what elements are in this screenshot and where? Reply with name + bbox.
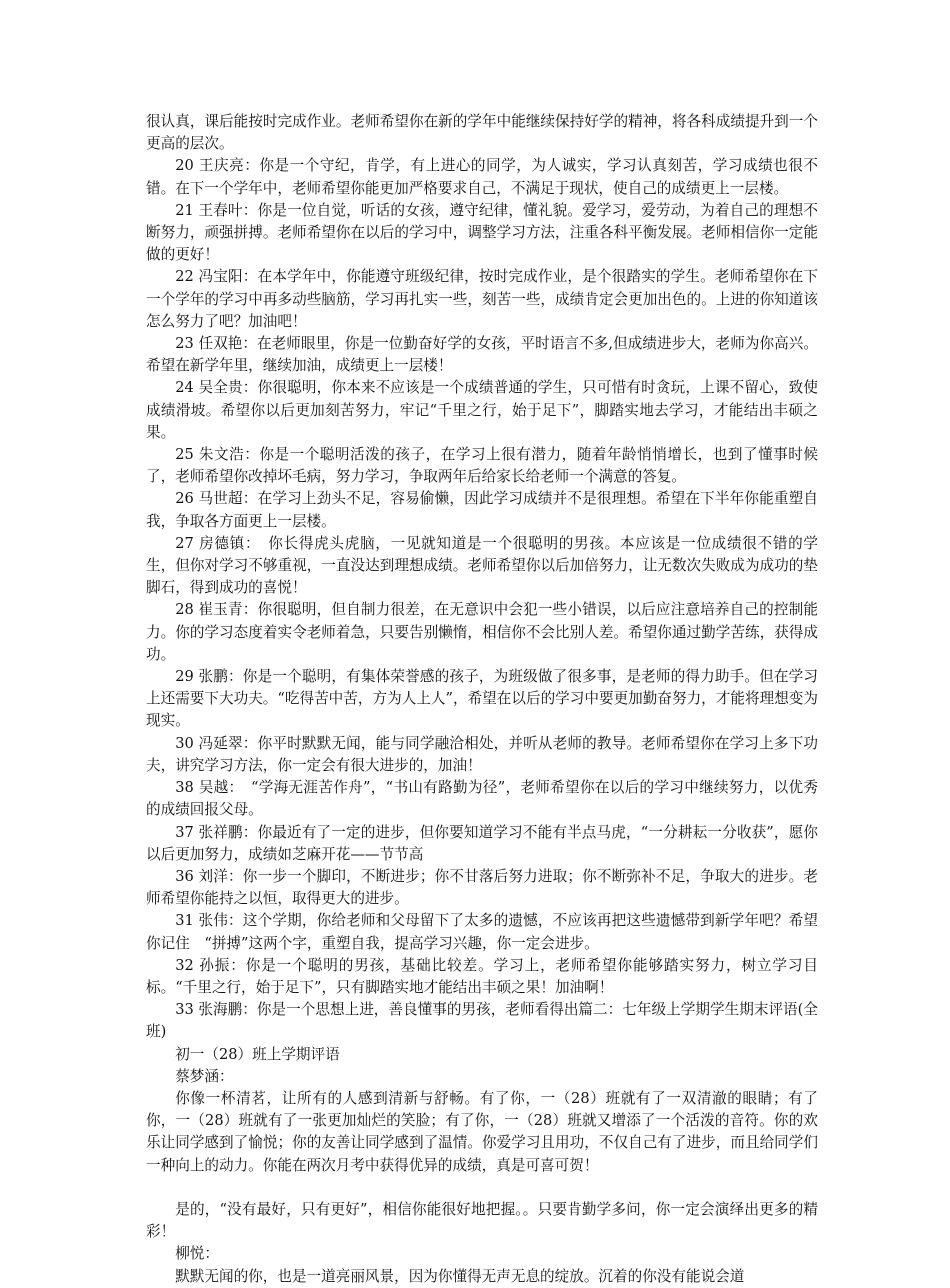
student-comment: 你像一杯清茗，让所有的人感到清新与舒畅。有了你，一（28）班就有了一双清澈的眼睛；有了你，一（28）班就有了一张更加灿烂的笑脸；有了你，一（28）班就又增添了一个活泼的音符。你的欢乐让同学感到了愉悦；你的友善让同学感到了温情。你爱学习且用功，不仅自己有了进步，而且给同学们一种向上的动力。你能在两次月考中获得优异的成绩，真是可喜可贺！ xyxy=(146,1089,818,1174)
student-comment-closing: 是的，“没有最好，只有更好”，相信你能很好地把握。。只要肯勤学多问，你一定会演绎出更多的精彩！ xyxy=(146,1200,818,1241)
comment-paragraph: 23 任双艳：在老师眼里，你是一位勤奋好学的女孩，平时语言不多,但成绩进步大，老师为你高兴。希望在新学年里，继续加油，成绩更上一层楼！ xyxy=(146,335,818,375)
comment-paragraph: 38 吴越： “学海无涯苦作舟”，“书山有路勤为径”，老师希望你在以后的学习中继续努力，以优秀的成绩回报父母。 xyxy=(146,779,818,819)
comment-paragraph: 29 张鹏：你是一个聪明，有集体荣誉感的孩子，为班级做了很多事，是老师的得力助手。但在学习上还需要下大功夫。“吃得苦中苦，方为人上人”，希望在以后的学习中要更加勤奋努力，才能将理想变为现实。 xyxy=(146,668,818,730)
document-page xyxy=(146,111,818,1288)
comment-paragraph: 25 朱文浩：你是一个聪明活泼的孩子，在学习上很有潜力，随着年龄悄悄增长，也到了懂事时候了，老师希望你改掉坏毛病，努力学习，争取两年后给家长给老师一个满意的答复。 xyxy=(146,446,818,486)
comment-paragraph: 37 张祥鹏：你最近有了一定的进步，但你要知道学习不能有半点马虎，“一分耕耘一分收获”，愿你以后更加努力，成绩如芝麻开花——节节高 xyxy=(146,823,818,863)
comment-paragraph: 22 冯宝阳：在本学年中，你能遵守班级纪律，按时完成作业，是个很踏实的学生。老师希望你在下一个学年的学习中再多动些脑筋，学习再扎实一些，刻苦一些，成绩肯定会更加出色的。上进的你知道该怎么努力了吧？加油吧！ xyxy=(146,268,818,330)
student-name: 蔡梦涵： xyxy=(175,1067,234,1085)
student-name: 柳悦： xyxy=(175,1245,219,1263)
class-title: 初一（28）班上学期评语 xyxy=(175,1045,340,1063)
comment-paragraph: 24 吴全贵：你很聪明，你本来不应该是一个成绩普通的学生，只可惜有时贪玩，上课不留心，致使成绩滑坡。希望你以后更加刻苦努力，牢记“千里之行，始于足下”，脚踏实地去学习，才能结出丰硕之果。 xyxy=(146,379,818,441)
comment-paragraph: 27 房德镇： 你长得虎头虎脑，一见就知道是一个很聪明的男孩。本应该是一位成绩很不错的学生，但你对学习不够重视，一直没达到理想成绩。老师希望你以后加倍努力，让无数次失败成为成功的垫脚石，得到成功的喜悦！ xyxy=(146,534,818,597)
comment-paragraph: 33 张海鹏：你是一个思想上进，善良懂事的男孩，老师看得出篇二：七年级上学期学生期末评语(全班) xyxy=(146,1001,818,1041)
comment-paragraph: 26 马世超：在学习上劲头不足，容易偷懒，因此学习成绩并不是很理想。希望在下半年你能重塑自我，争取各方面更上一层楼。 xyxy=(146,490,818,530)
blank-line xyxy=(146,1177,818,1199)
comment-paragraph: 很认真，课后能按时完成作业。老师希望你在新的学年中能继续保持好学的精神，将各科成绩提升到一个更高的层次。 xyxy=(146,113,818,153)
comment-paragraph: 28 崔玉青：你很聪明，但自制力很差，在无意识中会犯一些小错误，以后应注意培养自己的控制能力。你的学习态度着实令老师着急，只要告别懒惰，相信你不会比别人差。希望你通过勤学苦练，获得成功。 xyxy=(146,601,818,663)
comment-paragraph: 21 王春叶：你是一位自觉，听话的女孩，遵守纪律，懂礼貌。爱学习，爱劳动，为着自己的理想不断努力，顽强拼搏。老师希望你在以后的学习中，调整学习方法，注重各科平衡发展。老师相信你一定能做的更好！ xyxy=(146,201,818,264)
student-comment: 默默无闻的你，也是一道亮丽风景，因为你懂得无声无息的绽放。沉着的你没有能说会道 xyxy=(175,1267,745,1285)
comment-paragraph: 31 张伟：这个学期，你给老师和父母留下了太多的遗憾，不应该再把这些遗憾带到新学年吧？希望你记住 “拼搏”这两个字，重塑自我，提高学习兴趣，你一定会进步。 xyxy=(146,912,818,952)
comment-paragraph: 32 孙振：你是一个聪明的男孩，基础比较差。学习上，老师希望你能够踏实努力，树立学习目标。“千里之行，始于足下”，只有脚踏实地才能结出丰硕之果！加油啊！ xyxy=(146,956,818,996)
comment-paragraph: 36 刘洋：你一步一个脚印，不断进步；你不甘落后努力进取；你不断弥补不足，争取大的进步。老师希望你能持之以恒，取得更大的进步。 xyxy=(146,867,818,908)
comment-paragraph: 20 王庆亮：你是一个守纪，肯学，有上进心的同学，为人诚实，学习认真刻苦，学习成绩也很不错。在下一个学年中，老师希望你能更加严格要求自己，不满足于现状，使自己的成绩更上一层楼。 xyxy=(146,157,818,197)
comment-paragraph: 30 冯延翠：你平时默默无闻，能与同学融洽相处，并听从老师的教导。老师希望你在学习上多下功夫，讲究学习方法，你一定会有很大进步的，加油！ xyxy=(146,734,818,774)
